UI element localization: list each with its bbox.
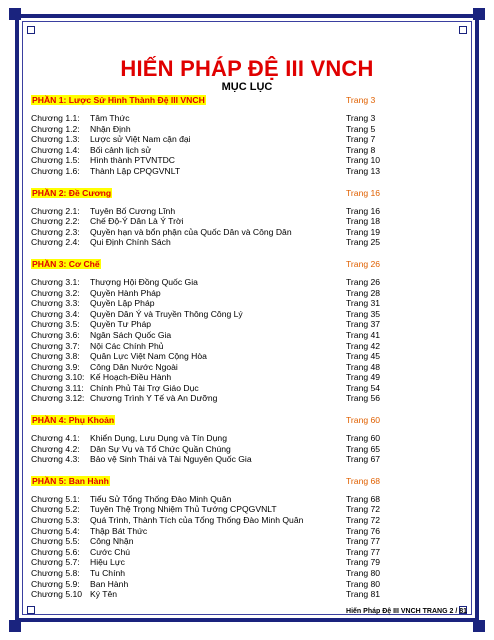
toc-chapter-entry[interactable] (31, 362, 451, 373)
chapter-page-number: Trang 41 (346, 329, 381, 340)
chapter-page-number: Trang 18 (346, 216, 381, 227)
chapter-title: Quyền Hành Pháp (90, 287, 161, 298)
chapter-title: Quyền hạn và bổn phận của Quốc Dân và Công Dân (90, 226, 292, 237)
chapter-title: Quyền Lập Pháp (90, 298, 155, 309)
chapter-number: Chương 2.1: (31, 205, 80, 216)
chapter-page-number: Trang 79 (346, 557, 381, 568)
chapter-page-number: Trang 19 (346, 226, 381, 237)
chapter-title: Ngân Sách Quốc Gia (90, 329, 172, 340)
part-label: PHẦN 5: Ban Hành (32, 475, 109, 486)
chapter-page-number: Trang 35 (346, 308, 381, 319)
chapter-number: Chương 5.2: (31, 504, 80, 515)
chapter-title: Hiệu Lực (90, 557, 125, 568)
chapter-page-number: Trang 42 (346, 340, 381, 351)
chapter-title: Qui Định Chính Sách (90, 237, 171, 248)
part-page-number: Trang 68 (346, 475, 381, 486)
toc-chapter-entry[interactable] (31, 557, 451, 568)
part-label: PHẦN 4: Phụ Khoản (32, 415, 115, 426)
chapter-title: Quyền Tư Pháp (90, 319, 152, 330)
corner-ornament (459, 26, 467, 34)
chapter-page-number: Trang 72 (346, 504, 381, 515)
chapter-title: Dân Sự Vụ và Tổ Chức Quần Chúng (90, 443, 231, 454)
toc-chapter-entry[interactable] (31, 351, 451, 362)
chapter-page-number: Trang 3 (346, 113, 376, 123)
chapter-number: Chương 2.2: (31, 216, 80, 227)
toc-chapter-entry[interactable] (31, 288, 451, 299)
toc-heading: MỤC LỤC (221, 81, 273, 93)
toc-chapter-entry[interactable] (31, 124, 451, 135)
toc-chapter-entry[interactable] (31, 433, 451, 444)
chapter-page-number: Trang 68 (346, 493, 381, 504)
chapter-number: Chương 1.6: (31, 165, 80, 176)
chapter-number: Chương 3.5: (31, 319, 80, 330)
chapter-number: Chương 4.3: (31, 454, 80, 465)
chapter-title: Tuyên Bố Cương Lĩnh (90, 205, 176, 216)
chapter-number: Chương 5.7: (31, 557, 80, 568)
chapter-page-number: Trang 72 (346, 515, 381, 526)
chapter-number: Chương 1.2: (31, 123, 80, 134)
chapter-number: Chương 4.2: (31, 443, 80, 454)
chapter-page-number: Trang 67 (346, 454, 381, 465)
toc-chapter-entry[interactable] (31, 216, 451, 227)
chapter-title: Nội Các Chính Phủ (90, 340, 164, 351)
chapter-number: Chương 3.9: (31, 361, 80, 372)
chapter-page-number: Trang 7 (346, 134, 376, 145)
toc-chapter-entry[interactable] (31, 113, 451, 124)
toc-chapter-entry[interactable] (31, 504, 451, 515)
part-page-number: Trang 3 (346, 95, 376, 105)
toc-chapter-entry[interactable] (31, 444, 451, 455)
chapter-page-number: Trang 16 (346, 205, 381, 216)
toc-chapter-entry[interactable] (31, 309, 451, 320)
chapter-page-number: Trang 56 (346, 393, 381, 404)
toc-chapter-entry[interactable] (31, 393, 451, 404)
toc-chapter-entry[interactable] (31, 494, 451, 505)
chapter-number: Chương 3.2: (31, 287, 80, 298)
chapter-number: Chương 5.4: (31, 525, 80, 536)
part-label: PHẦN 1: Lược Sử Hình Thành Đệ III VNCH (32, 95, 205, 105)
toc-part-heading[interactable] (31, 414, 451, 427)
chapter-title: Thượng Hội Đồng Quốc Gia (90, 276, 198, 287)
chapter-title: Quá Trình, Thành Tích của Tổng Thống Đào Minh Quân (90, 515, 304, 526)
toc-chapter-entry[interactable] (31, 589, 451, 600)
chapter-title: Chính Phủ Tài Trợ Giáo Dục (90, 382, 199, 393)
chapter-page-number: Trang 81 (346, 589, 381, 600)
chapter-title: Hình thành PTVNTDC (90, 155, 176, 166)
corner-ornament (27, 26, 35, 34)
chapter-number: Chương 3.6: (31, 329, 80, 340)
toc-part-heading[interactable] (31, 94, 451, 107)
chapter-number: Chương 5.8: (31, 568, 80, 578)
part-label: PHẦN 2: Đề Cương (32, 187, 112, 198)
spacer (31, 465, 451, 475)
toc-chapter-entry[interactable] (31, 383, 451, 394)
chapter-page-number: Trang 31 (346, 298, 381, 309)
chapter-page-number: Trang 77 (346, 536, 381, 547)
corner-ornament (9, 620, 21, 632)
chapter-title: Kế Hoạch-Điều Hành (90, 372, 172, 383)
chapter-number: Chương 5.9: (31, 578, 80, 589)
corner-ornament (473, 8, 485, 20)
toc-chapter-entry[interactable] (31, 568, 451, 579)
chapter-number: Chương 2.3: (31, 226, 80, 237)
chapter-number: Chương 1.3: (31, 134, 80, 145)
toc-chapter-entry[interactable] (31, 155, 451, 166)
toc-chapter-entry[interactable] (31, 166, 451, 177)
chapter-title: Tuyên Thệ Trọng Nhiệm Thủ Tướng CPQGVNLT (90, 504, 277, 515)
chapter-number: Chương 5.10 (31, 589, 83, 600)
chapter-title: Nhận Định (90, 123, 131, 134)
document-title: HIẾN PHÁP ĐỆ III VNCH (120, 56, 374, 81)
corner-ornament (9, 8, 21, 20)
toc-chapter-entry[interactable] (31, 237, 451, 248)
chapter-page-number: Trang 26 (346, 276, 381, 287)
toc-chapter-entry[interactable] (31, 536, 451, 547)
chapter-page-number: Trang 8 (346, 144, 376, 155)
chapter-number: Chương 2.4: (31, 237, 80, 248)
chapter-title: Bối cảnh lịch sử (90, 144, 152, 155)
chapter-title: Tu Chính (90, 568, 126, 578)
toc-chapter-entry[interactable] (31, 579, 451, 590)
chapter-number: Chương 3.10: (31, 372, 85, 383)
toc-chapter-entry[interactable] (31, 330, 451, 341)
toc-chapter-entry[interactable] (31, 526, 451, 537)
chapter-title: Ký Tên (90, 589, 118, 600)
chapter-title: Công Nhận (90, 536, 134, 547)
chapter-page-number: Trang 45 (346, 351, 381, 362)
chapter-number: Chương 5.1: (31, 493, 80, 504)
chapter-page-number: Trang 77 (346, 546, 381, 557)
chapter-title: Thành Lập CPQGVNLT (90, 165, 181, 176)
chapter-page-number: Trang 60 (346, 433, 381, 444)
chapter-title: Ban Hành (90, 578, 129, 589)
chapter-number: Chương 3.11: (31, 382, 84, 393)
chapter-page-number: Trang 13 (346, 165, 381, 176)
corner-ornament (473, 620, 485, 632)
chapter-title: Bảo vệ Sinh Thái và Tài Nguyên Quốc Gia (90, 454, 252, 465)
table-of-contents (31, 94, 451, 600)
toc-chapter-entry[interactable] (31, 277, 451, 288)
chapter-title: Tâm Thức (90, 113, 130, 123)
spacer (31, 177, 451, 187)
chapter-page-number: Trang 37 (346, 319, 381, 330)
spacer (31, 248, 451, 258)
chapter-number: Chương 5.5: (31, 536, 80, 547)
chapter-number: Chương 3.12: (31, 393, 85, 404)
chapter-number: Chương 3.4: (31, 308, 80, 319)
chapter-number: Chương 3.3: (31, 298, 80, 309)
chapter-title: Chế Độ-Ý Dân Là Ý Trời (90, 216, 184, 227)
part-page-number: Trang 26 (346, 258, 381, 269)
toc-chapter-entry[interactable] (31, 134, 451, 145)
chapter-title: Khiển Dụng, Lưu Dụng và Tín Dụng (90, 433, 227, 444)
chapter-title: Quyền Dân Ý và Truyền Thông Công Lý (90, 308, 243, 319)
toc-chapter-entry[interactable] (31, 319, 451, 330)
toc-part-heading[interactable] (31, 258, 451, 271)
chapter-title: Cước Chú (90, 546, 131, 557)
toc-part-heading[interactable] (31, 187, 451, 200)
toc-chapter-entry[interactable] (31, 145, 451, 156)
chapter-title: Thập Bát Thức (90, 525, 148, 536)
chapter-number: Chương 1.1: (31, 113, 80, 123)
toc-part-heading[interactable] (31, 475, 451, 488)
part-page-number: Trang 16 (346, 187, 381, 198)
toc-chapter-entry[interactable] (31, 454, 451, 465)
page-footer: Hiến Pháp Đệ III VNCH TRANG 2 / 81 (346, 608, 467, 615)
toc-chapter-entry[interactable] (31, 515, 451, 526)
chapter-title: Lược sử Việt Nam cận đại (90, 134, 191, 145)
chapter-page-number: Trang 48 (346, 361, 381, 372)
toc-chapter-entry[interactable] (31, 372, 451, 383)
toc-chapter-entry[interactable] (31, 227, 451, 238)
chapter-number: Chương 3.7: (31, 340, 80, 351)
chapter-number: Chương 4.1: (31, 433, 80, 444)
chapter-number: Chương 3.1: (31, 276, 80, 287)
toc-chapter-entry[interactable] (31, 547, 451, 558)
chapter-title: Tiểu Sử Tổng Thống Đào Minh Quân (90, 493, 232, 504)
chapter-page-number: Trang 28 (346, 287, 381, 298)
chapter-title: Quân Lực Việt Nam Cộng Hòa (90, 351, 207, 362)
chapter-number: Chương 1.5: (31, 155, 80, 166)
chapter-page-number: Trang 65 (346, 443, 381, 454)
chapter-page-number: Trang 80 (346, 578, 381, 589)
chapter-number: Chương 1.4: (31, 144, 80, 155)
chapter-page-number: Trang 25 (346, 237, 381, 248)
chapter-title: Công Dân Nước Ngoài (90, 361, 178, 372)
chapter-page-number: Trang 76 (346, 525, 381, 536)
toc-chapter-entry[interactable] (31, 206, 451, 217)
chapter-page-number: Trang 80 (346, 568, 381, 578)
chapter-number: Chương 3.8: (31, 351, 80, 362)
part-page-number: Trang 60 (346, 415, 381, 426)
chapter-page-number: Trang 10 (346, 155, 381, 166)
chapter-number: Chương 5.3: (31, 515, 80, 526)
part-label: PHẦN 3: Cơ Chế (32, 258, 100, 269)
chapter-page-number: Trang 49 (346, 372, 381, 383)
chapter-number: Chương 5.6: (31, 546, 80, 557)
chapter-page-number: Trang 54 (346, 382, 381, 393)
chapter-title: Chương Trình Y Tế và An Dưỡng (90, 393, 218, 404)
spacer (31, 404, 451, 414)
toc-chapter-entry[interactable] (31, 298, 451, 309)
chapter-page-number: Trang 5 (346, 123, 376, 134)
toc-chapter-entry[interactable] (31, 341, 451, 352)
